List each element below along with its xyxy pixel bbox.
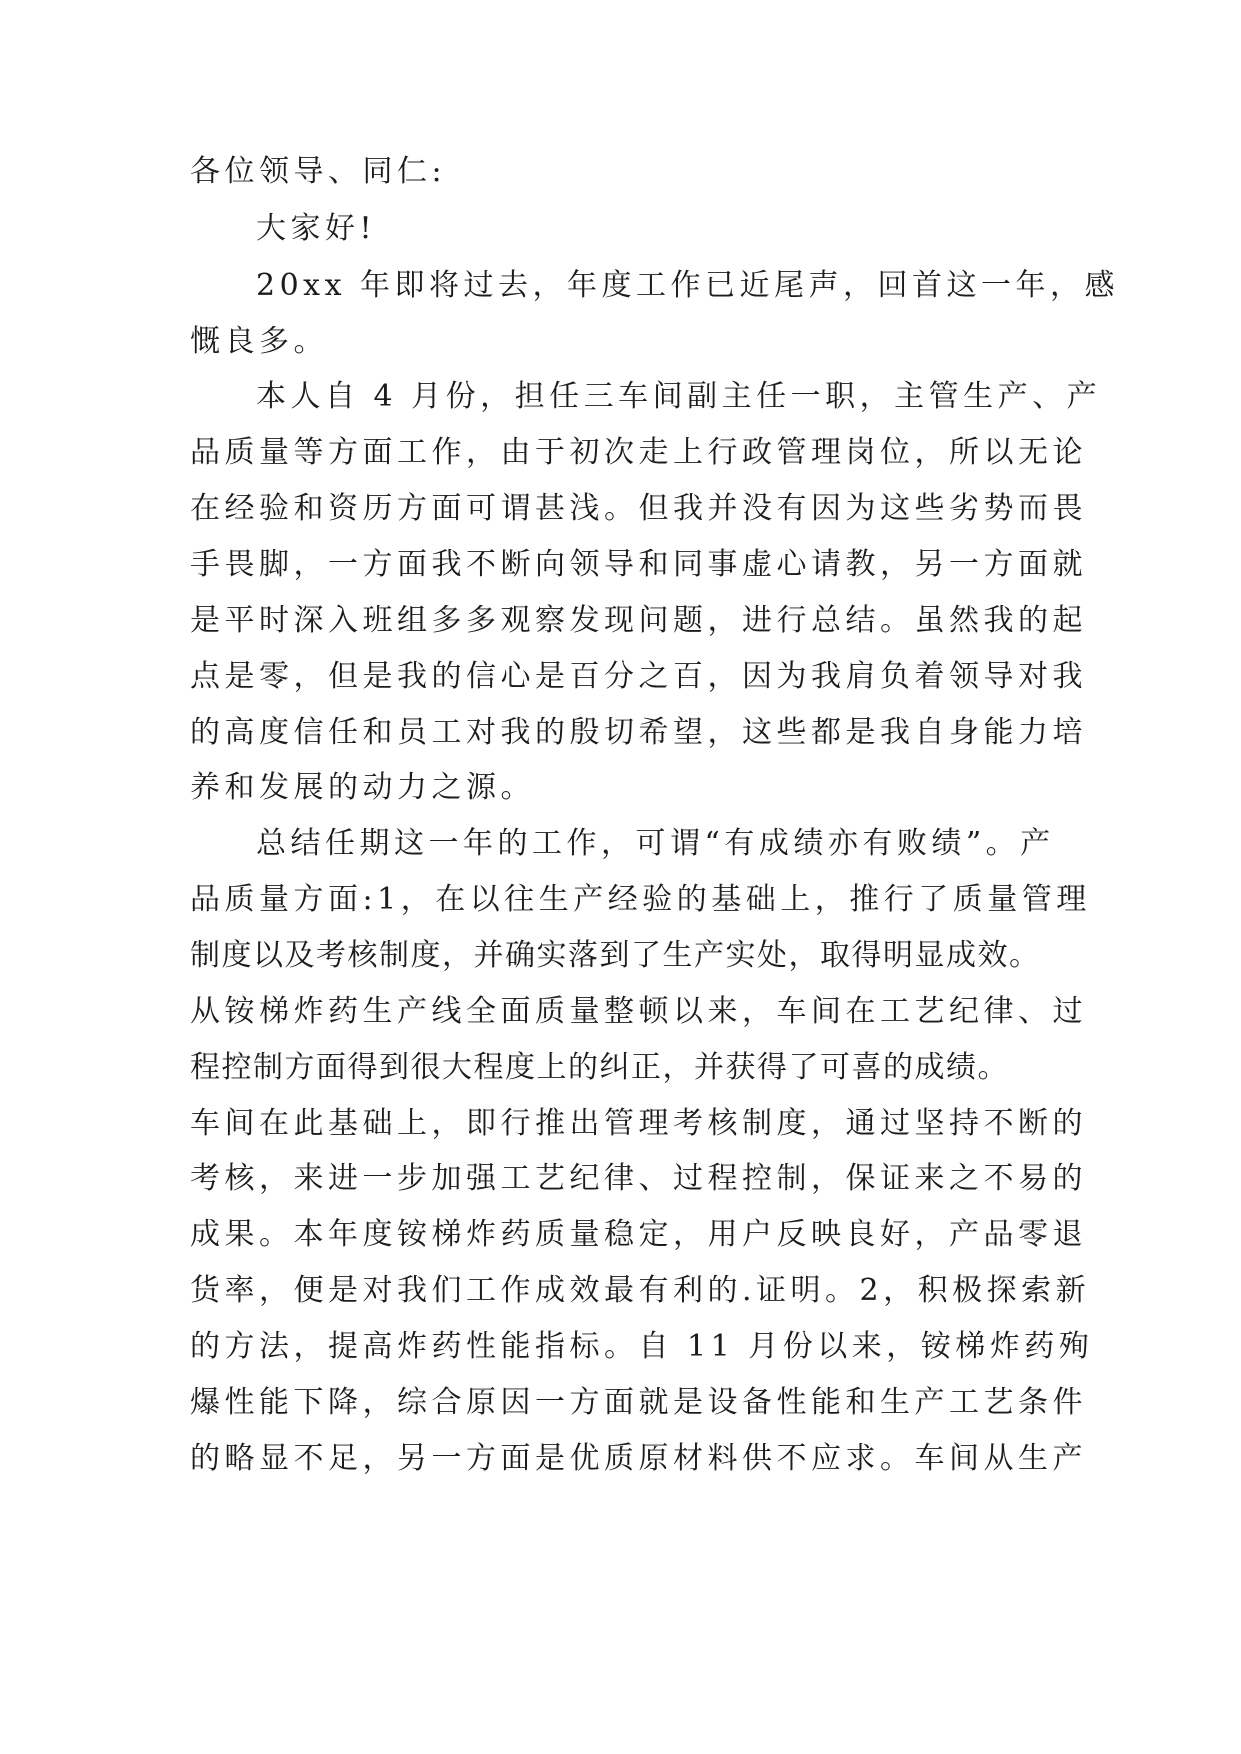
- greeting: 大家好!: [256, 211, 377, 246]
- paragraph-2-line-8: 养和发展的动力之源。: [190, 770, 535, 805]
- paragraph-3-line-8: 成果。本年度铵梯炸药质量稳定，用户反映良好，产品零退: [190, 1217, 1087, 1252]
- paragraph-3-line-5: 程控制方面得到很大程度上的纠正，并获得了可喜的成绩。: [190, 1050, 1009, 1085]
- paragraph-3-line-4: 从铵梯炸药生产线全面质量整顿以来，车间在工艺纪律、过: [190, 994, 1087, 1029]
- paragraph-3-line-10: 的方法，提高炸药性能指标。自 11 月份以来，铵梯炸药殉: [190, 1329, 1094, 1364]
- paragraph-2-line-6: 点是零，但是我的信心是百分之百，因为我肩负着领导对我: [190, 659, 1087, 694]
- paragraph-3-line-1: 总结任期这一年的工作，可谓“有成绩亦有败绩”。产: [256, 826, 1055, 861]
- paragraph-3-line-6: 车间在此基础上，即行推出管理考核制度，通过坚持不断的: [190, 1106, 1087, 1141]
- paragraph-1-line-2: 慨良多。: [190, 324, 328, 359]
- paragraph-2-line-5: 是平时深入班组多多观察发现问题，进行总结。虽然我的起: [190, 603, 1087, 638]
- paragraph-1-line-1: 20xx 年即将过去，年度工作已近尾声，回首这一年，感: [256, 268, 1120, 303]
- paragraph-2-line-7: 的高度信任和员工对我的殷切希望，这些都是我自身能力培: [190, 715, 1087, 750]
- salutation: 各位领导、同仁:: [190, 154, 447, 189]
- paragraph-3-line-12: 的略显不足，另一方面是优质原材料供不应求。车间从生产: [190, 1441, 1087, 1476]
- paragraph-3-line-9: 货率，便是对我们工作成效最有利的.证明。2，积极探索新: [190, 1273, 1091, 1308]
- paragraph-3-line-11: 爆性能下降，综合原因一方面就是设备性能和生产工艺条件: [190, 1385, 1087, 1420]
- paragraph-2-line-1: 本人自 4 月份，担任三车间副主任一职，主管生产、产: [256, 379, 1102, 414]
- paragraph-2-line-4: 手畏脚，一方面我不断向领导和同事虚心请教，另一方面就: [190, 547, 1087, 582]
- paragraph-3-line-2: 品质量方面:1，在以往生产经验的基础上，推行了质量管理: [190, 882, 1091, 917]
- paragraph-2-line-2: 品质量等方面工作，由于初次走上行政管理岗位，所以无论: [190, 435, 1087, 470]
- paragraph-3-line-7: 考核，来进一步加强工艺纪律、过程控制，保证来之不易的: [190, 1161, 1087, 1196]
- paragraph-2-line-3: 在经验和资历方面可谓甚浅。但我并没有因为这些劣势而畏: [190, 491, 1087, 526]
- paragraph-3-line-3: 制度以及考核制度，并确实落到了生产实处，取得明显成效。: [190, 938, 1041, 973]
